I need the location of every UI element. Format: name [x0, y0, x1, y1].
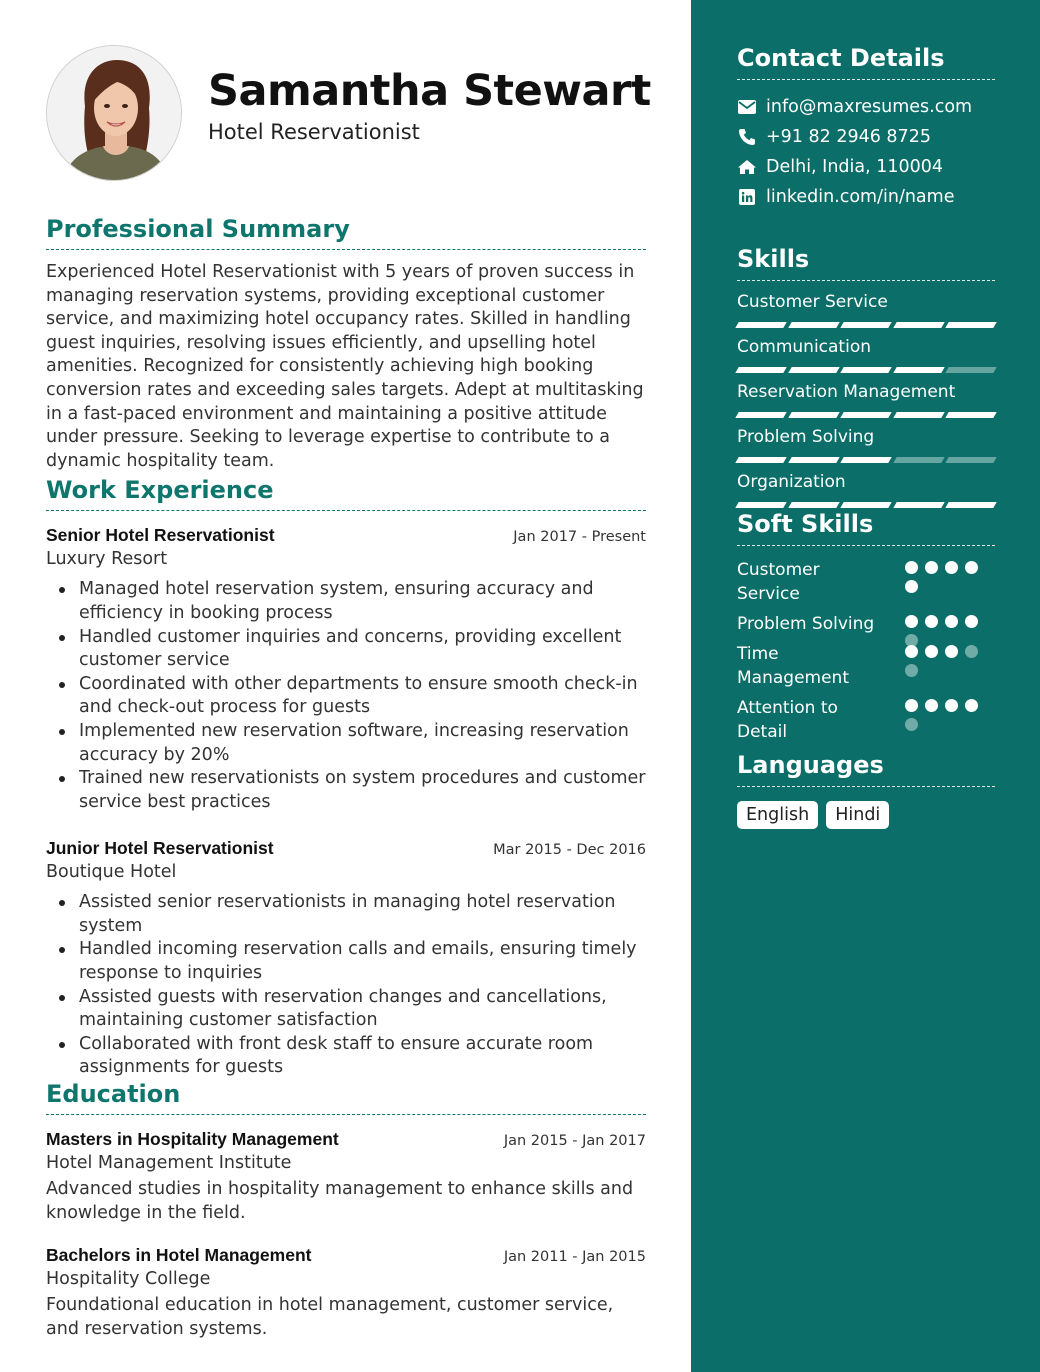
skill-rating-segment — [735, 502, 786, 508]
skill-name: Organization — [737, 472, 846, 492]
skill-rating-segment — [946, 457, 997, 463]
bullet-item: Assisted guests with reservation changes and cancellations, maintaining customer satisfaction — [46, 986, 646, 1033]
contact-email[interactable] — [737, 92, 995, 122]
education-heading: Education — [46, 1080, 646, 1115]
education-description: Foundational education in hotel management, customer service, and reservation systems. — [46, 1295, 614, 1339]
rating-dot — [905, 615, 918, 628]
education-list — [46, 1129, 646, 1341]
skill-rating-segment — [840, 322, 891, 328]
summary-section — [46, 215, 646, 473]
education-date: Jan 2011 - Jan 2015 — [503, 1249, 646, 1266]
skill-rating — [737, 322, 995, 328]
rating-dot — [965, 645, 978, 658]
skill-rating-segment — [840, 367, 891, 373]
language-badge: English — [737, 801, 818, 829]
rating-dot — [965, 615, 978, 628]
skill-item — [737, 382, 995, 418]
candidate-name: Samantha Stewart — [208, 66, 651, 116]
job-header — [46, 525, 646, 546]
experience-heading: Work Experience — [46, 476, 646, 511]
contact-address — [737, 152, 995, 182]
rating-dot — [905, 664, 918, 677]
school-name: Hospitality College — [46, 1269, 211, 1290]
skill-rating-segment — [735, 457, 786, 463]
languages-section — [737, 751, 995, 829]
skill-rating-segment — [735, 322, 786, 328]
education-entry — [46, 1245, 646, 1341]
main-column — [46, 0, 651, 1341]
education-entry — [46, 1129, 646, 1225]
linkedin-icon — [737, 187, 757, 207]
skill-rating-segment — [788, 412, 839, 418]
envelope-icon — [737, 97, 757, 117]
skill-name: Communication — [737, 337, 871, 357]
skills-list — [737, 292, 995, 508]
summary-heading: Professional Summary — [46, 215, 646, 250]
skill-rating-segment — [946, 412, 997, 418]
skill-rating — [737, 412, 995, 418]
soft-skill-item — [737, 642, 995, 690]
education-description: Advanced studies in hospitality management to enhance skills and knowledge in the field. — [46, 1179, 634, 1223]
bullet-item: Handled customer inquiries and concerns, providing excellent customer service — [46, 626, 646, 673]
education-date: Jan 2015 - Jan 2017 — [503, 1133, 646, 1150]
bullet-item: Coordinated with other departments to ensure smooth check-in and check-out process for guests — [46, 673, 646, 720]
job-bullets — [46, 578, 646, 814]
language-badge: Hindi — [826, 801, 889, 829]
job-header — [46, 838, 646, 859]
job-date: Mar 2015 - Dec 2016 — [493, 842, 646, 859]
soft-skill-name: Time Management — [737, 644, 849, 688]
skill-rating-segment — [788, 367, 839, 373]
bullet-item: Collaborated with front desk staff to ensure accurate room assignments for guests — [46, 1033, 646, 1080]
rating-dot — [925, 561, 938, 574]
skill-rating-segment — [788, 322, 839, 328]
rating-dot — [925, 645, 938, 658]
rating-dot — [905, 645, 918, 658]
skill-rating-segment — [840, 457, 891, 463]
soft-skill-item — [737, 612, 995, 636]
contact-section — [737, 44, 995, 212]
skill-rating-segment — [735, 367, 786, 373]
skill-rating-segment — [893, 457, 944, 463]
school-name: Hotel Management Institute — [46, 1153, 292, 1174]
rating-dot — [965, 699, 978, 712]
bullet-item: Trained new reservationists on system procedures and customer service best practices — [46, 767, 646, 814]
job-list — [46, 525, 646, 1080]
skill-name: Customer Service — [737, 292, 888, 312]
skill-rating — [737, 502, 995, 508]
rating-dot — [905, 699, 918, 712]
job-entry — [46, 838, 646, 1080]
soft-skill-rating — [905, 645, 985, 677]
soft-skills-heading: Soft Skills — [737, 510, 995, 546]
skill-rating-segment — [788, 457, 839, 463]
education-section — [46, 1080, 646, 1341]
skill-rating-segment — [946, 502, 997, 508]
rating-dot — [965, 561, 978, 574]
skill-rating-segment — [788, 502, 839, 508]
job-title: Junior Hotel Reservationist — [46, 838, 274, 859]
rating-dot — [905, 561, 918, 574]
contact-linkedin[interactable] — [737, 182, 995, 212]
skill-item — [737, 292, 995, 328]
skill-rating-segment — [840, 412, 891, 418]
contact-phone-text: +91 82 2946 8725 — [766, 127, 931, 147]
contact-phone[interactable] — [737, 122, 995, 152]
rating-dot — [945, 615, 958, 628]
language-list — [737, 801, 995, 829]
soft-skill-rating — [905, 699, 985, 731]
education-header — [46, 1245, 646, 1266]
skill-rating-segment — [840, 502, 891, 508]
contact-heading: Contact Details — [737, 44, 995, 80]
bullet-item: Implemented new reservation software, increasing reservation accuracy by 20% — [46, 720, 646, 767]
skill-name: Reservation Management — [737, 382, 956, 402]
soft-skill-name: Customer Service — [737, 560, 820, 604]
contact-address-text: Delhi, India, 110004 — [766, 157, 944, 177]
phone-icon — [737, 127, 757, 147]
sidebar — [691, 0, 1040, 1372]
soft-skills-section — [737, 510, 995, 750]
skill-rating-segment — [735, 412, 786, 418]
contact-email-text: info@maxresumes.com — [766, 97, 973, 117]
bullet-item: Handled incoming reservation calls and emails, ensuring timely response to inquiries — [46, 938, 646, 985]
job-date: Jan 2017 - Present — [513, 529, 646, 546]
rating-dot — [925, 615, 938, 628]
soft-skill-rating — [905, 561, 985, 593]
home-icon — [737, 157, 757, 177]
soft-skills-list — [737, 558, 995, 744]
experience-section — [46, 476, 646, 1080]
skill-name: Problem Solving — [737, 427, 875, 447]
job-title: Senior Hotel Reservationist — [46, 525, 275, 546]
soft-skill-name: Problem Solving — [737, 614, 875, 634]
degree-title: Bachelors in Hotel Management — [46, 1245, 312, 1266]
rating-dot — [905, 718, 918, 731]
skill-rating-segment — [893, 502, 944, 508]
skill-item — [737, 427, 995, 463]
skill-rating-segment — [893, 322, 944, 328]
job-bullets — [46, 891, 646, 1080]
resume-header — [46, 0, 651, 215]
skill-rating-segment — [893, 367, 944, 373]
skill-rating — [737, 457, 995, 463]
soft-skill-name: Attention to Detail — [737, 698, 838, 742]
skill-rating-segment — [946, 322, 997, 328]
avatar — [46, 45, 182, 181]
soft-skill-item — [737, 558, 995, 606]
job-company: Boutique Hotel — [46, 862, 177, 883]
contact-linkedin-text: linkedin.com/in/name — [766, 187, 955, 207]
skill-rating — [737, 367, 995, 373]
rating-dot — [925, 699, 938, 712]
skill-rating-segment — [893, 412, 944, 418]
languages-heading: Languages — [737, 751, 995, 787]
candidate-title: Hotel Reservationist — [208, 120, 420, 144]
rating-dot — [945, 561, 958, 574]
rating-dot — [905, 580, 918, 593]
bullet-item: Assisted senior reservationists in managing hotel reservation system — [46, 891, 646, 938]
education-header — [46, 1129, 646, 1150]
skills-section — [737, 245, 995, 508]
skill-rating-segment — [946, 367, 997, 373]
skill-item — [737, 337, 995, 373]
job-entry — [46, 525, 646, 814]
bullet-item: Managed hotel reservation system, ensuring accuracy and efficiency in booking process — [46, 578, 646, 625]
skill-item — [737, 472, 995, 508]
skills-heading: Skills — [737, 245, 995, 281]
job-company: Luxury Resort — [46, 549, 168, 570]
soft-skill-item — [737, 696, 995, 744]
degree-title: Masters in Hospitality Management — [46, 1129, 339, 1150]
rating-dot — [945, 699, 958, 712]
summary-text: Experienced Hotel Reservationist with 5 years of proven success in managing reservation systems, providing exceptional customer service, and maximizing hotel occupancy rates. Skilled in handling guest inquiries, resolving issues efficiently, and upselling hotel amenities. Recognized for consistently achieving high booking conversion rates and exceeding sales targets. Adept at multitasking in a fast-paced environment and maintaining a positive attitude under pressure. Seeking to leverage expertise to contribute to a dynamic hospitality team. — [46, 262, 644, 471]
rating-dot — [945, 645, 958, 658]
